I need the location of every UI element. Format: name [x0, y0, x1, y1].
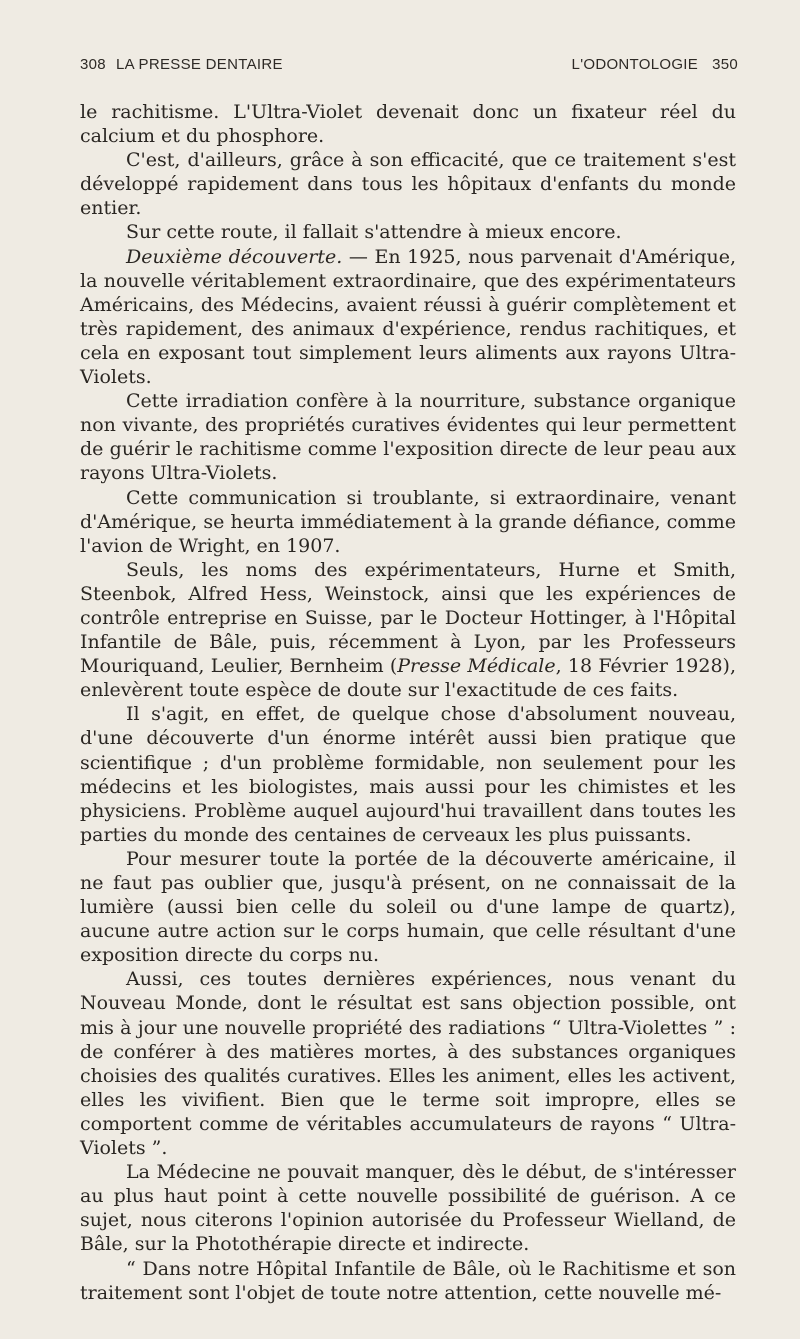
paragraph: Cette irradiation confère à la nourriture, substance organique non vivante, des propriétés curatives évidentes qui leur permettent de guérir le rachitisme comme l'exposition directe de leur peau aux rayons Ultra-Violets. [80, 390, 736, 485]
paragraph: Aussi, ces toutes dernières expériences, nous venant du Nouveau Monde, dont le résultat est sans objection possible, ont mis à jour une nouvelle propriété des radiations “ Ultra-Violettes ” : de conférer à des matières mortes, à des substances organiques choisies des qualités curatives. Elles les animent, elles les activent, elles les vivifient. Bien que le terme soit impropre, elles se comportent comme de véritables accumulateurs de rayons “ Ultra-Violets ”. [80, 968, 736, 1160]
paragraph: “ Dans notre Hôpital Infantile de Bâle, où le Rachitisme et son traitement sont l'objet de toute notre attention, cette nouvelle mé- [80, 1257, 736, 1304]
folio-number: 350 [712, 56, 738, 73]
journal-title: LA PRESSE DENTAIRE [115, 56, 283, 73]
paragraph: La Médecine ne pouvait manquer, dès le début, de s'intéresser au plus haut point à cette nouvelle possibilité de guérison. A ce sujet, nous citerons l'opinion autorisée du Professeur Wielland, de Bâle, sur la Photothérapie directe et indirecte. [80, 1161, 736, 1256]
header-left [80, 56, 283, 73]
running-header [80, 56, 738, 73]
header-right [572, 56, 738, 73]
section-lead: Deuxième découverte. [126, 245, 343, 268]
paragraph: Pour mesurer toute la portée de la découverte américaine, il ne faut pas oublier que, jusqu'à présent, on ne connaissait de la lumière (aussi bien celle du soleil ou d'une lampe de quartz), aucune autre action sur le corps humain, que celle résultant d'une exposition directe du corps nu. [80, 847, 736, 967]
paragraph: le rachitisme. L'Ultra-Violet devenait donc un fixateur réel du calcium et du phosphore. [80, 101, 736, 148]
body-text [80, 100, 736, 1305]
paragraph: Sur cette route, il fallait s'attendre à mieux encore. [126, 221, 622, 244]
section-title: L'ODONTOLOGIE [571, 56, 699, 73]
paragraph: Cette communication si troublante, si extraordinaire, venant d'Amérique, se heurta immédiatement à la grande défiance, comme l'avion de Wright, en 1907. [80, 486, 736, 557]
paragraph: C'est, d'ailleurs, grâce à son efficacité, que ce traitement s'est développé rapidement dans tous les hôpitaux d'enfants du monde entier. [80, 149, 736, 220]
paragraph-text: , 18 Février 1928), enlevèrent toute espèce de doute sur l'exactitude de ces faits. [80, 655, 737, 702]
paragraph-text: Seuls, les noms des expérimentateurs, Hurne et Smith, Steenbok, Alfred Hess, Weinstock, ainsi que les expériences de contrôle entreprise en Suisse, par le Docteur Hottinger, à l'Hôpital Infantile de Bâle, puis, récemment à Lyon, par les Professeurs Mouriquand, Leulier, Bernheim ( [80, 558, 736, 678]
paragraph-text: — En 1925, nous parvenait d'Amérique, la nouvelle véritablement extraordinaire, que des expérimentateurs Américains, des Médecins, avaient réussi à guérir complètement et très rapidement, des animaux d'expérience, rendus rachitiques, et cela en exposant tout simplement leurs aliments aux rayons Ultra-Violets. [80, 245, 736, 389]
paragraph [80, 558, 736, 703]
paragraph: Il s'agit, en effet, de quelque chose d'absolument nouveau, d'une découverte d'un énorme intérêt aussi bien pratique que scientifique ; d'un problème formidable, non seulement pour les médecins et les biologistes, mais aussi pour les chimistes et les physiciens. Problème auquel aujourd'hui travaillent dans toutes les parties du monde des centaines de cerveaux les plus puissants. [80, 703, 736, 846]
page-number: 308 [80, 56, 106, 73]
paragraph [80, 245, 736, 390]
citation: Presse Médicale [397, 655, 556, 678]
